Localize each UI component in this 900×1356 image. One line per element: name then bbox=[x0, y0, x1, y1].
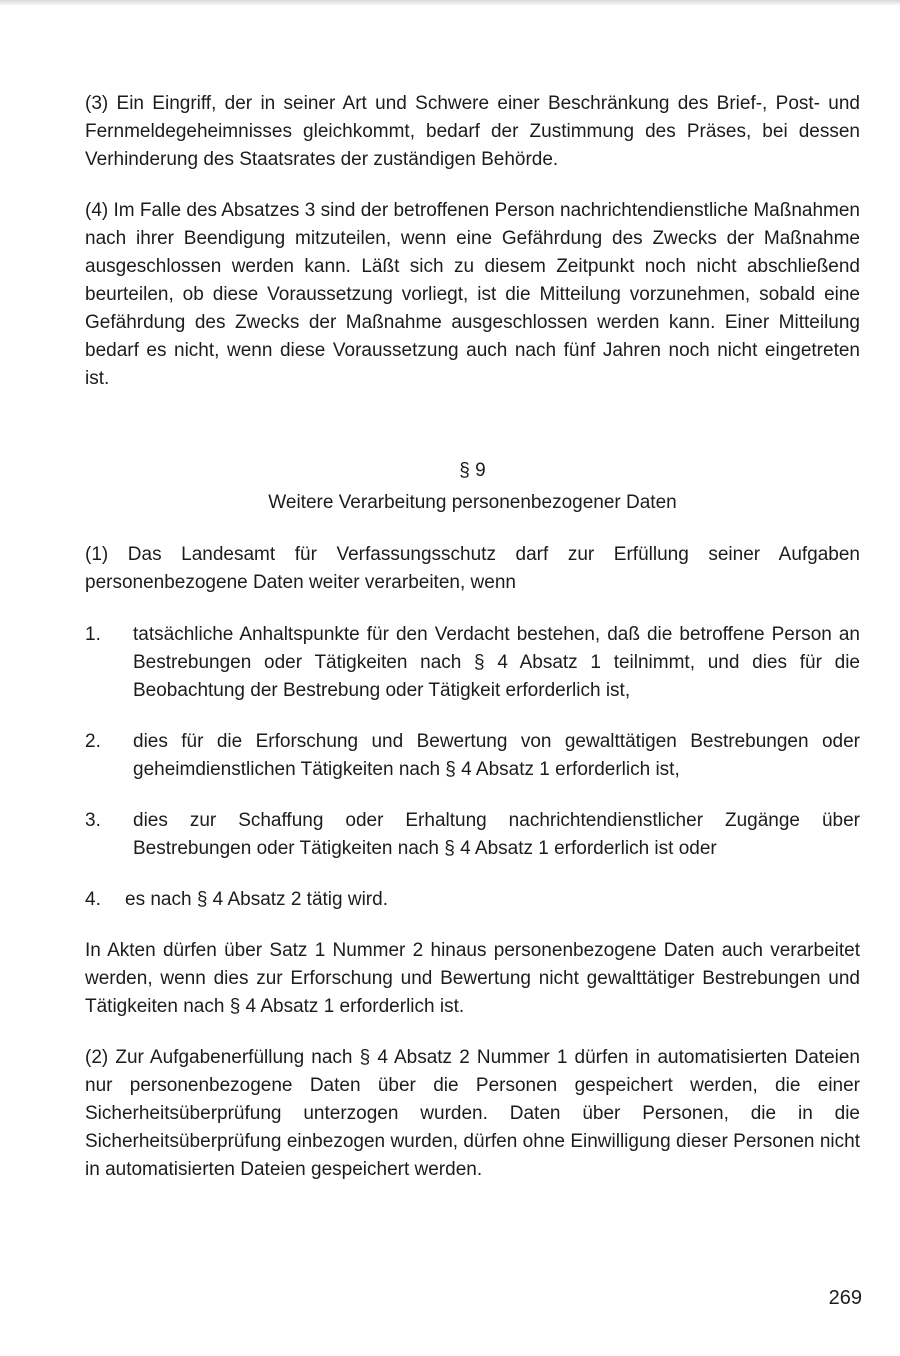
list-item-text: dies zur Schaffung oder Erhaltung nachrichtendienstlicher Zugänge über Bestrebungen oder Tätigkeiten nach § 4 Absatz 1 erforderlich ist oder bbox=[133, 810, 860, 859]
list-item-text: dies für die Erforschung und Bewertung von gewalttätigen Bestrebungen oder geheimdienstlichen Tätigkeiten nach § 4 Absatz 1 erforderlich ist, bbox=[133, 731, 860, 780]
section-title: Weitere Verarbeitung personenbezogener Daten bbox=[268, 492, 677, 513]
section-number: § 9 bbox=[459, 460, 486, 481]
list-item-number: 3. bbox=[85, 810, 101, 831]
paragraph-3: (3) Ein Eingriff, der in seiner Art und Schwere einer Beschränkung des Brief-, Post- und Fernmeldegeheimnisses gleichkommt, bedarf der Zustimmung des Präses, bei dessen Verhinderung des Staatsrates der zuständigen Behörde. bbox=[85, 93, 860, 170]
list-item-number: 4. bbox=[85, 889, 101, 910]
paragraph-4: (4) Im Falle des Absatzes 3 sind der betroffenen Person nachrichtendienstliche Maßnahmen nach ihrer Beendigung mitzuteilen, wenn eine Gefährdung des Zwecks der Maßnahme ausgeschlossen werden kann. Läßt sich zu diesem Zeitpunkt noch nicht abschließend beurteilen, ob diese Voraussetzung vorliegt, ist die Mitteilung vorzunehmen, sobald eine Gefährdung des Zwecks der Maßnahme ausgeschlossen werden kann. Einer Mitteilung bedarf es nicht, wenn diese Voraussetzung auch nach fünf Jahren noch nicht eingetreten ist. bbox=[85, 200, 860, 389]
list-item-number: 1. bbox=[85, 624, 101, 645]
list-item-text: tatsächliche Anhaltspunkte für den Verdacht bestehen, daß die betroffene Person an Bestrebungen oder Tätigkeiten nach § 4 Absatz 1 teilnimmt, und dies für die Beobachtung der Bestrebung oder Tätigkeit erforderlich ist, bbox=[133, 624, 860, 701]
list-item-text: es nach § 4 Absatz 2 tätig wird. bbox=[125, 889, 388, 910]
section-9-paragraph-1-tail: In Akten dürfen über Satz 1 Nummer 2 hinaus personenbezogene Daten auch verarbeitet werden, wenn dies zur Erforschung und Bewertung nicht gewalttätiger Bestrebungen und Tätigkeiten nach § 4 Absatz 1 erforderlich ist. bbox=[85, 940, 860, 1017]
list-item-2 bbox=[85, 728, 860, 784]
list-item-number: 2. bbox=[85, 731, 101, 752]
list-item-3 bbox=[85, 807, 860, 863]
section-9-paragraph-1-intro: (1) Das Landesamt für Verfassungsschutz darf zur Erfüllung seiner Aufgaben personenbezogene Daten weiter verarbeiten, wenn bbox=[85, 544, 860, 593]
list-item-1 bbox=[85, 621, 860, 705]
list-item-4 bbox=[85, 886, 860, 914]
scan-edge-shadow bbox=[0, 0, 900, 6]
page-number: 269 bbox=[828, 1287, 862, 1309]
section-9-paragraph-2: (2) Zur Aufgabenerfüllung nach § 4 Absatz 2 Nummer 1 dürfen in automatisierten Dateien nur personenbezogene Daten über die Personen gespeichert werden, die einer Sicherheitsüberprüfung unterzogen wurden. Daten über Personen, die in die Sicherheitsüberprüfung einbezogen wurden, dürfen ohne Einwilligung dieser Personen nicht in automatisierten Dateien gespeichert werden. bbox=[85, 1047, 860, 1180]
